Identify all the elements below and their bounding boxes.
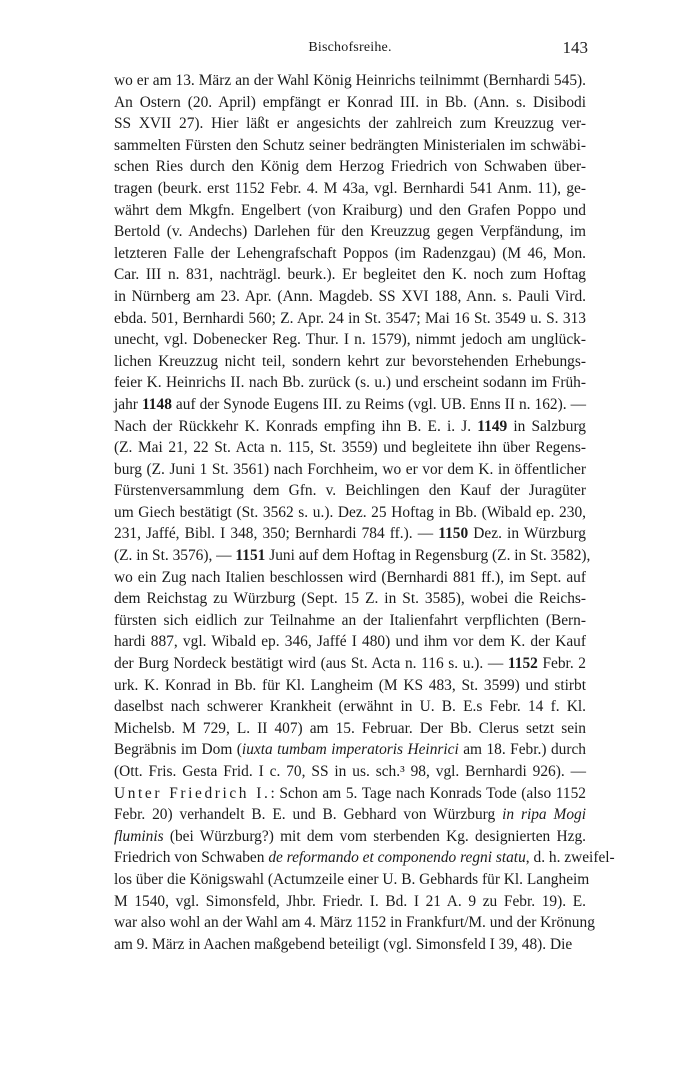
text-run: letzteren Falle der Lehengrafschaft Poppos (im Radenzgau) (M 46, Mon.: [114, 244, 586, 262]
text-run: wo ein Zug nach Italien beschlossen wird (Bernhardi 881 ff.), im Sept. auf: [114, 568, 586, 586]
text-line: [114, 718, 586, 740]
text-run: schen Ries durch den König dem Herzog Friedrich von Schwaben über-: [114, 158, 586, 176]
text-line: [114, 416, 586, 438]
text-run: um Giech bestätigt (St. 3562 s. u.). Dez. 25 Hoftag in Bb. (Wibald ep. 230,: [114, 503, 586, 521]
text-run: burg (Z. Juni 1 St. 3561) nach Forchheim, wo er vor dem K. in öffentlicher: [114, 460, 586, 478]
text-run: wo er am 13. März an der Wahl König Heinrichs teilnimmt (Bernhardi 545).: [114, 72, 586, 89]
text-line: [114, 847, 615, 869]
text-line: [114, 156, 586, 178]
text-run: (bei Würzburg?) mit dem vom sterbenden Kg. designierten Hzg.: [163, 827, 586, 845]
text-line: [114, 934, 586, 956]
text-run: währt dem Mkgfn. Engelbert (von Kraiburg) und den Grafen Poppo und: [114, 201, 586, 219]
text-line: [114, 351, 586, 373]
text-run: dem Reichstag zu Würzburg (Sept. 15 Z. in St. 3585), wobei die Reichs-: [114, 590, 586, 608]
text-line: [114, 631, 586, 653]
running-head: [0, 38, 700, 62]
text-line: [114, 329, 586, 351]
text-line: [114, 308, 586, 330]
text-line: [114, 912, 595, 934]
text-run: daselbst nach schwerer Krankheit (erwähnt in U. B. E.s Febr. 14 f. Kl.: [114, 698, 586, 716]
latin-quote: fluminis: [114, 827, 164, 845]
text-line: [114, 545, 591, 567]
text-run: : Schon am 5. Tage nach Konrads Tode (also 1152: [270, 784, 586, 802]
text-line: [114, 394, 586, 416]
text-line: [114, 826, 586, 848]
latin-quote: iuxta tumbam imperatoris Heinrici: [241, 741, 459, 759]
text-run: feier K. Heinrichs II. nach Bb. zurück (s. u.) und erscheint sodann im Früh-: [114, 374, 586, 392]
text-line: [114, 221, 586, 243]
text-run: Michelsb. M 729, L. II 407) am 15. Februar. Der Bb. Clerus setzt sein: [114, 719, 586, 737]
year-bold: 1148: [141, 395, 172, 413]
text-line: [114, 372, 586, 394]
text-run: (Z. in St. 3576), —: [114, 547, 236, 565]
text-run: Friedrich von Schwaben: [114, 849, 269, 867]
text-line: [114, 523, 586, 545]
running-title: Bischofsreihe.: [308, 40, 392, 55]
text-line: [114, 135, 586, 157]
text-run: Juni auf dem Hoftag in Regensburg (Z. in St. 3582),: [265, 547, 591, 565]
text-run: Febr. 20) verhandelt B. E. und B. Gebhard von Würzburg: [114, 806, 503, 824]
text-run: hardi 887, vgl. Wibald ep. 346, Jaffé I 480) und ihm vor dem K. der Kauf: [114, 633, 586, 651]
text-run: jahr: [114, 395, 142, 413]
text-run: Car. III n. 831, nachträgl. beurk.). Er begleitet den K. noch zum Hoftag: [114, 266, 586, 284]
text-run: in Salzburg: [507, 417, 586, 435]
latin-quote: de reformando et componendo regni statu: [268, 849, 526, 867]
text-line: [114, 588, 586, 610]
text-line: [114, 243, 586, 265]
text-line: [114, 437, 586, 459]
text-line: [114, 891, 586, 913]
text-run: SS XVII 27). Hier läßt er angesichts der zahlreich zum Kreuzzug ver-: [114, 115, 586, 133]
text-run: war also wohl an der Wahl am 4. März 1152 in Frankfurt/M. und der Krönung: [114, 914, 595, 932]
text-line: [114, 783, 586, 805]
text-line: [114, 264, 586, 286]
text-line: [114, 653, 586, 675]
text-line: [114, 286, 586, 308]
text-run: Febr. 2: [537, 655, 586, 673]
text-line: [114, 502, 586, 524]
text-run: in Nürnberg am 23. Apr. (Ann. Magdeb. SS XVI 188, Ann. s. Pauli Vird.: [114, 287, 586, 305]
text-run: Nach der Rückkehr K. Konrads empfing ihn B. E. i. J.: [114, 417, 478, 435]
text-line: [114, 761, 586, 783]
text-run: Fürstenversammlung dem Gfn. v. Beichlingen den Kauf der Juragüter: [114, 482, 586, 500]
text-line: [114, 70, 586, 92]
text-run: Begräbnis im Dom (: [114, 741, 242, 759]
text-line: [114, 113, 586, 135]
latin-quote: in ripa Mogi: [502, 806, 586, 824]
text-run: (Ott. Fris. Gesta Frid. I c. 70, SS in us. sch.³ 98, vgl. Bernhardi 926). —: [114, 763, 586, 780]
text-run: tragen (beurk. erst 1152 Febr. 4. M 43a, vgl. Bernhardi 541 Anm. 11), ge-: [114, 179, 586, 197]
text-run: , d. h. zweifel-: [525, 849, 615, 867]
year-bold: 1151: [235, 547, 266, 565]
text-line: [114, 696, 586, 718]
text-run: auf der Synode Eugens III. zu Reims (vgl. UB. Enns II n. 162). —: [171, 395, 586, 413]
text-run: urk. K. Konrad in Bb. für Kl. Langheim (M KS 483, St. 3599) und stirbt: [114, 676, 586, 694]
text-run: fürsten sich eidlich zur Teilnahme an der Italienfahrt verpflichten (Bern-: [114, 611, 586, 629]
text-run: los über die Königswahl (Actumzeile einer U. B. Gebhards für Kl. Langheim: [114, 870, 590, 888]
year-bold: 1149: [477, 417, 508, 435]
text-line: [114, 459, 586, 481]
text-run: am 9. März in Aachen maßgebend beteiligt (vgl. Simonsfeld I 39, 48). Die: [114, 935, 573, 953]
year-bold: 1150: [438, 525, 469, 543]
text-line: [114, 869, 590, 891]
text-line: [114, 804, 586, 826]
text-run: unecht, vgl. Dobenecker Reg. Thur. I n. 1579), nimmt jedoch am unglück-: [114, 331, 586, 349]
text-run: Bertold (v. Andechs) Darlehen für den Kreuzzug gegen Verpfändung, im: [114, 223, 586, 241]
text-line: [114, 739, 586, 761]
section-heading: Unter Friedrich I.: [114, 784, 271, 802]
text-run: der Burg Nordeck bestätigt wird (aus St. Acta n. 116 s. u.). —: [114, 655, 508, 673]
text-line: [114, 92, 586, 114]
text-run: am 18. Febr.) durch: [458, 741, 586, 759]
body-text: [114, 70, 615, 955]
text-line: [114, 675, 586, 697]
page-number: 143: [562, 38, 588, 57]
text-line: [114, 178, 586, 200]
text-run: 231, Jaffé, Bibl. I 348, 350; Bernhardi 784 ff.). —: [114, 525, 439, 543]
text-line: [114, 200, 586, 222]
text-line: [114, 567, 586, 589]
text-run: M 1540, vgl. Simonsfeld, Jhbr. Friedr. I. Bd. I 21 A. 9 zu Febr. 19). E.: [114, 892, 586, 910]
text-line: [114, 480, 586, 502]
text-run: An Ostern (20. April) empfängt er Konrad III. in Bb. (Ann. s. Disibodi: [114, 93, 586, 111]
text-run: lichen Kreuzzug nicht teil, sondern kehrt zur bevorstehenden Erhebungs-: [114, 352, 586, 370]
text-run: Dez. in Würzburg: [468, 525, 586, 543]
text-line: [114, 610, 586, 632]
text-run: sammelten Fürsten den Schutz seiner bedrängten Ministerialen im schwäbi-: [114, 136, 586, 154]
text-run: (Z. Mai 21, 22 St. Acta n. 115, St. 3559) und begleitete ihn über Regens-: [114, 439, 586, 457]
text-run: ebda. 501, Bernhardi 560; Z. Apr. 24 in St. 3547; Mai 16 St. 3549 u. S. 313: [114, 309, 586, 327]
year-bold: 1152: [507, 655, 538, 673]
